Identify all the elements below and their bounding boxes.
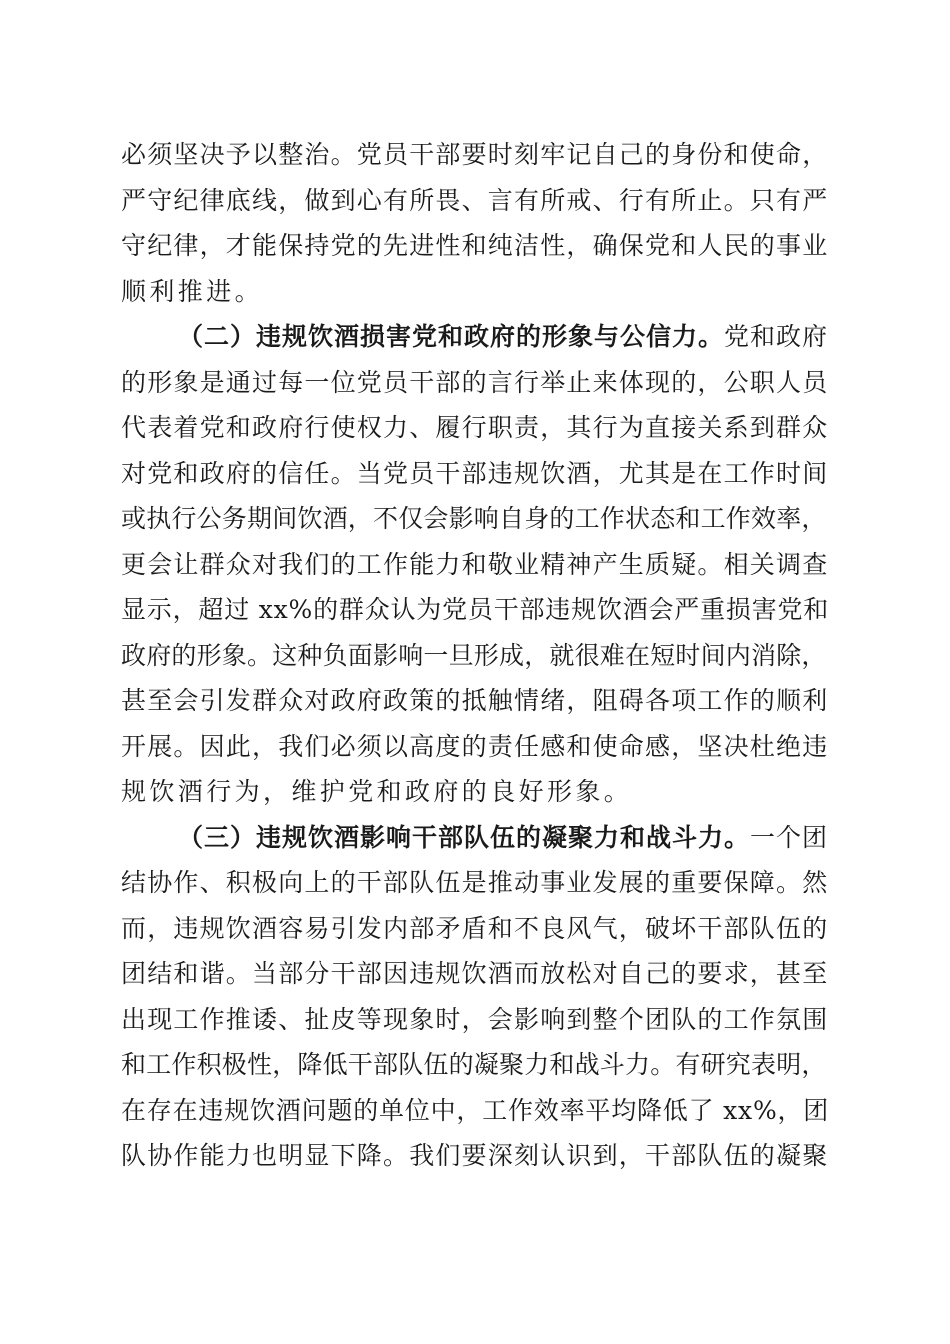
text-line: 顺利推进。 (121, 276, 264, 306)
text-line: 团结和谐。当部分干部因违规饮酒而放松对自己的要求，甚至 (121, 959, 829, 988)
text-line: 在存在违规饮酒问题的单位中，工作效率平均降低了 xx%，团 (121, 1095, 830, 1125)
section-heading-line (121, 815, 831, 861)
text-line: 出现工作推诿、扯皮等现象时，会影响到整个团队的工作氛围 (121, 1004, 829, 1034)
paragraph-2 (121, 314, 831, 815)
text-line: 或执行公务期间饮酒，不仅会影响自身的工作状态和工作效率， (121, 504, 827, 533)
section-heading-2: （二）违规饮酒损害党和政府的形象与公信力。 (178, 322, 725, 351)
text-line: 必须坚决予以整治。党员干部要时刻牢记自己的身份和使命， (121, 140, 829, 169)
text-line: 更会让群众对我们的工作能力和敬业精神产生质疑。相关调查 (121, 549, 829, 579)
paragraph-3 (121, 815, 831, 1179)
heading-line-rest: 党和政府 (724, 322, 829, 351)
text-line: 的形象是通过每一位党员干部的言行举止来体现的，公职人员 (121, 367, 829, 397)
text-line: 代表着党和政府行使权力、履行职责，其行为直接关系到群众 (121, 413, 829, 442)
text-line: 而，违规饮酒容易引发内部矛盾和不良风气，破坏干部队伍的 (121, 913, 829, 943)
text-line: 显示，超过 xx%的群众认为党员干部违规饮酒会严重损害党和 (121, 595, 830, 624)
text-line: 守纪律，才能保持党的先进性和纯洁性，确保党和人民的事业 (121, 231, 829, 260)
text-line: 结协作、积极向上的干部队伍是推动事业发展的重要保障。然 (121, 868, 829, 897)
text-line: 对党和政府的信任。当党员干部违规饮酒，尤其是在工作时间 (121, 458, 829, 488)
text-line: 开展。因此，我们必须以高度的责任感和使命感，坚决杜绝违 (121, 731, 829, 761)
text-line: 甚至会引发群众对政府政策的抵触情绪，阻碍各项工作的顺利 (121, 686, 829, 715)
document-body (121, 132, 831, 1179)
paragraph-1 (121, 132, 831, 314)
text-line: 和工作积极性，降低干部队伍的凝聚力和战斗力。有研究表明， (121, 1050, 827, 1079)
text-line: 队协作能力也明显下降。我们要深刻认识到，干部队伍的凝聚 (121, 1141, 829, 1170)
heading-line-rest: 一个团 (750, 822, 829, 852)
text-line: 严守纪律底线，做到心有所畏、言有所戒、行有所止。只有严 (121, 185, 829, 215)
section-heading-line (121, 314, 831, 360)
section-heading-3: （三）违规饮酒影响干部队伍的凝聚力和战斗力。 (178, 822, 751, 852)
text-line: 政府的形象。这种负面影响一旦形成，就很难在短时间内消除， (121, 640, 827, 670)
text-line: 规饮酒行为，维护党和政府的良好形象。 (121, 777, 633, 806)
